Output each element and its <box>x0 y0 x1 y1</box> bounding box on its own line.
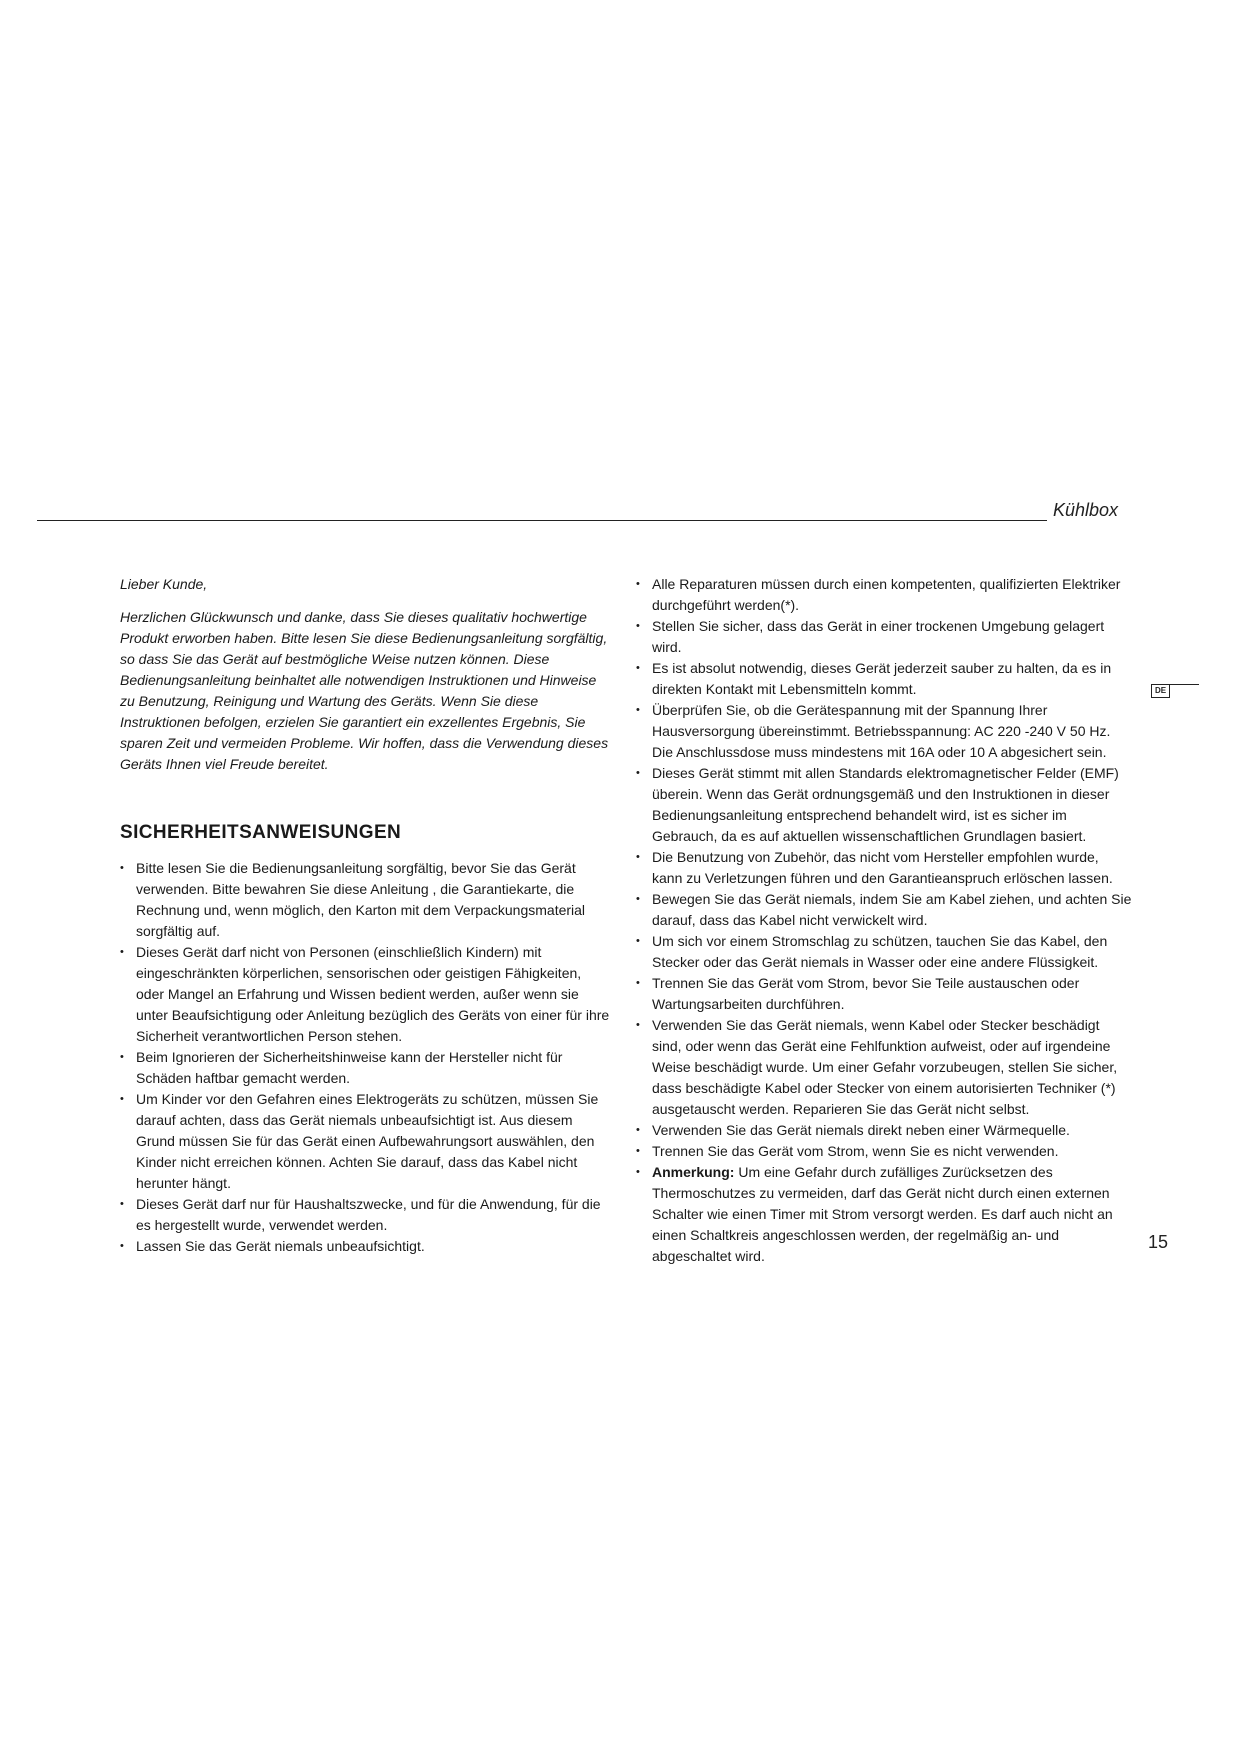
intro-paragraph: Herzlichen Glückwunsch und danke, dass Sie dieses qualitativ hochwertige Produkt erworben haben. Bitte lesen Sie diese Bedienungsanleitung sorgfältig, so dass Sie das Gerät auf bestmögliche Weise nutzen können. Diese Bedienungsanleitung beinhaltet alle notwendigen Instruktionen und Hinweise zu Benutzung, Reinigung und Wartung des Geräts. Wenn Sie diese Instruktionen befolgen, erzielen Sie garantiert ein exzellentes Ergebnis, Sie sparen Zeit und vermeiden Probleme. Wir hoffen, dass die Verwendung dieses Geräts Ihnen viel Freude bereitet. <box>120 609 609 772</box>
note-label: Anmerkung: <box>652 1164 735 1180</box>
list-item: • Es ist absolut notwendig, dieses Gerät jederzeit sauber zu halten, da es in direkten Kontakt mit Lebensmitteln kommt. <box>636 658 1132 700</box>
list-item: • Bitte lesen Sie die Bedienungsanleitung sorgfältig, bevor Sie das Gerät verwenden. Bitte bewahren Sie diese Anleitung , die Garantiekarte, die Rechnung und, wenn möglich, den Karton mit dem Verpackungsmaterial sorgfältig auf. <box>120 858 612 942</box>
note-item <box>636 1162 1132 1267</box>
list-item: • Trennen Sie das Gerät vom Strom, bevor Sie Teile austauschen oder Wartungsarbeiten durchführen. <box>636 973 1132 1015</box>
list-item: • Verwenden Sie das Gerät niemals, wenn Kabel oder Stecker beschädigt sind, oder wenn das Gerät eine Fehlfunktion aufweist, oder auf irgendeine Weise beschädigt wurde. Um einer Gefahr vorzubeugen, stellen Sie sicher, dass beschädigte Kabel oder Stecker von einem autorisierten Techniker (*) ausgetauscht werden. Reparieren Sie das Gerät nicht selbst. <box>636 1015 1132 1120</box>
right-column <box>636 574 1132 1267</box>
language-tab-rule <box>1169 684 1199 685</box>
safety-list-right <box>636 574 1132 1267</box>
list-item: • Beim Ignorieren der Sicherheitshinweise kann der Hersteller nicht für Schäden haftbar gemacht werden. <box>120 1047 612 1089</box>
left-column <box>120 574 612 1257</box>
list-item: • Verwenden Sie das Gerät niemals direkt neben einer Wärmequelle. <box>636 1120 1132 1141</box>
list-item: • Trennen Sie das Gerät vom Strom, wenn Sie es nicht verwenden. <box>636 1141 1132 1162</box>
list-item: • Überprüfen Sie, ob die Gerätespannung mit der Spannung Ihrer Hausversorgung übereinstimmt. Betriebsspannung: AC 220 -240 V 50 Hz. Die Anschlussdose muss mindestens mit 16A oder 10 A abgesichert sein. <box>636 700 1132 763</box>
list-item: • Bewegen Sie das Gerät niemals, indem Sie am Kabel ziehen, und achten Sie darauf, dass das Kabel nicht verwickelt wird. <box>636 889 1132 931</box>
list-item: • Dieses Gerät darf nur für Haushaltszwecke, und für die Anwendung, für die es hergestellt wurde, verwendet werden. <box>120 1194 612 1236</box>
section-title: SICHERHEITSANWEISUNGEN <box>120 822 402 843</box>
list-item: • Lassen Sie das Gerät niemals unbeaufsichtigt. <box>120 1236 612 1257</box>
list-item: • Um Kinder vor den Gefahren eines Elektrogeräts zu schützen, müssen Sie darauf achten, dass das Gerät niemals unbeaufsichtigt ist. Aus diesem Grund müssen Sie für das Gerät einen Aufbewahrungsort auswählen, den Kinder nicht erreichen können. Achten Sie darauf, dass das Kabel nicht herunter hängt. <box>120 1089 612 1194</box>
list-item: • Stellen Sie sicher, dass das Gerät in einer trockenen Umgebung gelagert wird. <box>636 616 1132 658</box>
list-item: • Die Benutzung von Zubehör, das nicht vom Hersteller empfohlen wurde, kann zu Verletzungen führen und den Garantieanspruch erlöschen lassen. <box>636 847 1132 889</box>
safety-list-left <box>120 858 612 1257</box>
note-text: Um eine Gefahr durch zufälliges Zurücksetzen des Thermoschutzes zu vermeiden, darf das Gerät nicht durch einen externen Schalter wie einen Timer mit Strom versorgt werden. Es darf auch nicht an einen Schaltkreis angeschlossen werden, der regelmäßig an- und abgeschaltet wird. <box>652 1164 1113 1264</box>
header-title: Kühlbox <box>1053 500 1119 520</box>
language-badge: DE <box>1151 684 1170 698</box>
list-item: • Dieses Gerät darf nicht von Personen (einschließlich Kindern) mit eingeschränkten körperlichen, sensorischen oder geistigen Fähigkeiten, oder Mangel an Erfahrung und Wissen bedient werden, außer wenn sie unter Beaufsichtigung oder Anleitung bezüglich des Geräts von einer für ihre Sicherheit verantwortlichen Person stehen. <box>120 942 612 1047</box>
list-item: • Um sich vor einem Stromschlag zu schützen, tauchen Sie das Kabel, den Stecker oder das Gerät niemals in Wasser oder eine andere Flüssigkeit. <box>636 931 1132 973</box>
list-item: • Alle Reparaturen müssen durch einen kompetenten, qualifizierten Elektriker durchgeführt werden(*). <box>636 574 1132 616</box>
list-item: • Dieses Gerät stimmt mit allen Standards elektromagnetischer Felder (EMF) überein. Wenn das Gerät ordnungsgemäß und den Instruktionen in dieser Bedienungsanleitung entsprechend behandelt wird, ist es sicher im Gebrauch, da es auf aktuellen wissenschaftlichen Grundlagen basiert. <box>636 763 1132 847</box>
greeting: Lieber Kunde, <box>120 576 208 592</box>
header-rule <box>37 520 1047 521</box>
page-number: 15 <box>1148 1232 1169 1252</box>
